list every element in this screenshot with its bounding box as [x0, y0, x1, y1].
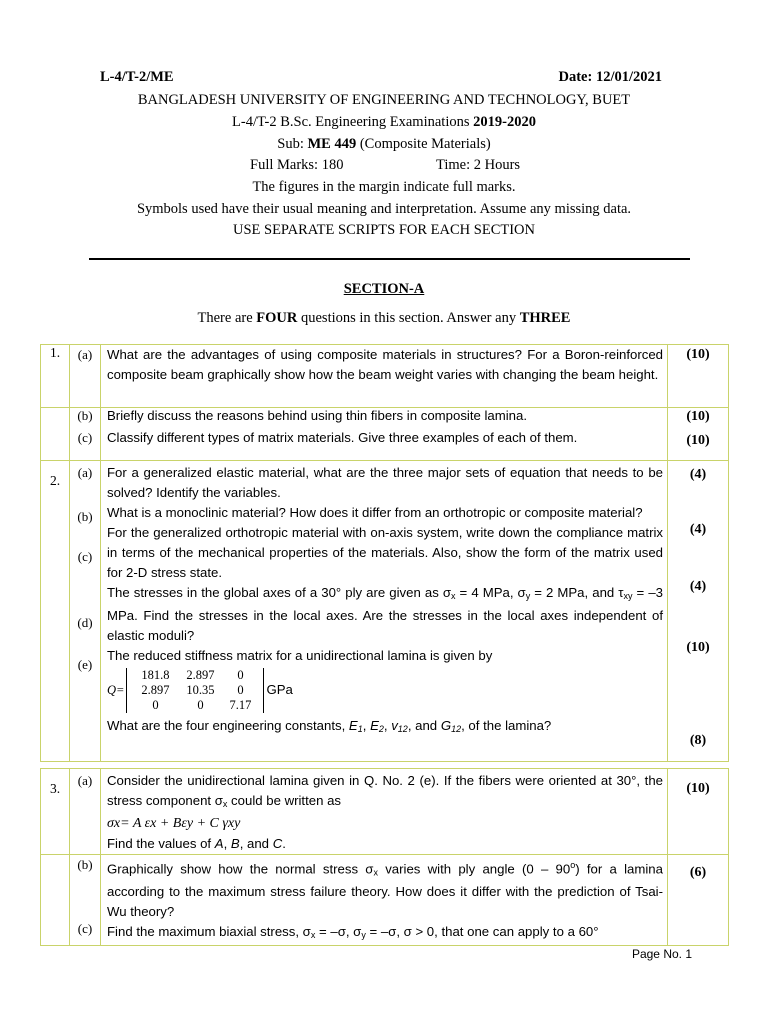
q2d-body: [107, 583, 663, 646]
instr-part: questions in this section. Answer any: [297, 310, 520, 326]
text: , and: [239, 836, 273, 851]
marks: (10): [686, 433, 710, 448]
symbol: E: [348, 718, 358, 733]
matrix-cell: 10.35: [186, 682, 215, 697]
subscript: 2: [378, 724, 384, 734]
text: .: [282, 836, 286, 851]
symbol: v: [391, 718, 398, 733]
subscript: 12: [397, 724, 408, 734]
q2a-body: For a generalized elastic material, what are the three major sets of equation that needs to be solved? Identify the variables.: [107, 465, 663, 500]
part-label: [70, 769, 101, 855]
q3a-text: [101, 769, 668, 855]
q2e-question: [107, 716, 663, 739]
subscript: x: [451, 591, 456, 601]
subscript: x: [310, 930, 316, 941]
q1bc-text: [101, 408, 668, 461]
symbol: E: [370, 718, 379, 733]
text: Find the values of: [107, 836, 215, 851]
q3b-body: [107, 855, 663, 922]
matrix-cell: 7.17: [229, 697, 252, 712]
text: Graphically show how the normal stress σ: [107, 861, 374, 877]
instr-count: FOUR: [256, 310, 298, 326]
q1b-body: Briefly discuss the reasons behind using thin fibers in composite lamina.: [107, 408, 528, 423]
text: could be written as: [227, 793, 342, 808]
q3a-body: [107, 771, 663, 814]
exam-title: [0, 114, 768, 131]
text: varies with ply angle (0 – 90: [377, 861, 571, 877]
question-3-table: [40, 768, 729, 946]
symbol: C: [272, 836, 283, 851]
q2b-body: What is a monoclinic material? How does it differ from an orthotropic or composite material?: [107, 505, 643, 520]
q3b-label: (b): [77, 857, 93, 872]
exam-date: Date: 12/01/2021: [558, 69, 662, 85]
q3a-label: (a): [77, 773, 93, 788]
exam-time: Time: 2 Hours: [436, 157, 521, 173]
subscript: y: [361, 930, 366, 941]
q3b-marks: [668, 855, 729, 946]
q1a-body: What are the advantages of using composite materials in structures? For a Boron-reinforced composite beam graphically show how the beam weight varies with changing the beam height.: [107, 347, 663, 382]
question-1-table: [40, 344, 729, 461]
marks: (10): [686, 347, 710, 362]
symbol: B: [230, 836, 240, 851]
q2-text: [101, 461, 668, 762]
sub-prefix: Sub:: [277, 136, 308, 152]
instr-answer: THREE: [519, 310, 571, 326]
q2c-label: (c): [77, 549, 93, 564]
q2-marks: [668, 461, 729, 762]
matrix-cell: 0: [237, 667, 244, 682]
matrix-grid: [126, 668, 264, 713]
subscript: 1: [357, 724, 363, 734]
text: = –σ, σ > 0, that one can apply to a 60°: [365, 924, 599, 940]
q1c-body: Classify different types of matrix materials. Give three examples of each of them.: [107, 430, 578, 445]
q2b-label: (b): [77, 509, 93, 524]
q2-num: 2.: [49, 473, 61, 488]
text: The stresses in the global axes of a 30° ply are given as σ: [107, 585, 451, 600]
note-symbols: Symbols used have their usual meaning and interpretation. Assume any missing data.: [136, 201, 632, 217]
text: ,: [223, 836, 231, 851]
q1b-label: (b): [77, 408, 93, 423]
q2a-label: (a): [77, 465, 93, 480]
sub-name: (Composite Materials): [356, 136, 491, 152]
q2d-label: (d): [77, 615, 93, 630]
q1a-text: [101, 345, 668, 408]
q2e-body: The reduced stiffness matrix for a unidirectional lamina is given by: [107, 648, 493, 663]
matrix-cell: 181.8: [141, 667, 170, 682]
question-number: [41, 461, 70, 762]
marks: (10): [686, 640, 710, 655]
text: Find the maximum biaxial stress, σ: [107, 924, 311, 940]
matrix-cell: 0: [197, 697, 204, 712]
subscript: xy: [623, 591, 633, 601]
marks: (10): [686, 781, 710, 796]
matrix-unit: GPa: [266, 682, 293, 697]
section-title: SECTION-A: [343, 281, 425, 297]
matrix-cell: 2.897: [186, 667, 215, 682]
stiffness-matrix: [107, 666, 663, 714]
q3bc-text: [101, 855, 668, 946]
part-labels: [70, 855, 101, 946]
q2c-body: For the generalized orthotropic material with on-axis system, write down the compliance matrix in terms of the mechanical properties of the materials. Also, show the form of the matrix used for 2-D stress state.: [107, 525, 663, 580]
full-marks: Full Marks: 180: [250, 157, 344, 173]
q3c-label: (c): [77, 921, 93, 936]
instr-part: There are: [197, 310, 257, 326]
marks: (4): [689, 522, 707, 537]
text: ,: [362, 718, 371, 733]
page-number: Page No. 1: [631, 947, 692, 961]
header-divider: [89, 258, 690, 260]
matrix-cell: 0: [152, 697, 159, 712]
subscript: x: [373, 867, 378, 878]
symbol: A: [214, 836, 224, 851]
q1a-label: (a): [77, 347, 93, 362]
exam-prefix: L-4/T-2 B.Sc. Engineering Examinations: [232, 114, 474, 130]
course-code: L-4/T-2/ME: [100, 69, 174, 85]
text: = –3 MPa. Find the stresses in the local axes. Are the stresses in the local axes independent of elastic moduli?: [107, 585, 663, 643]
marks: (8): [689, 733, 707, 748]
question-number: [41, 769, 70, 855]
note-scripts: USE SEPARATE SCRIPTS FOR EACH SECTION: [232, 222, 535, 238]
superscript: o: [570, 860, 576, 870]
question-number-blank: [41, 855, 70, 946]
section-instructions: [0, 310, 768, 327]
marks: (10): [686, 409, 710, 424]
matrix-cell: 0: [237, 682, 244, 697]
q2e-label: (e): [77, 657, 93, 672]
q1c-label: (c): [77, 430, 93, 445]
q3a-find: [107, 834, 663, 854]
part-labels: [70, 461, 101, 762]
text: , and: [407, 718, 441, 733]
q3-num: 3.: [49, 781, 61, 796]
q1a-marks: [668, 345, 729, 408]
subscript: 12: [451, 724, 462, 734]
text: ,: [383, 718, 392, 733]
part-label: [70, 345, 101, 408]
question-number-blank: [41, 408, 70, 461]
university-name: BANGLADESH UNIVERSITY OF ENGINEERING AND TECHNOLOGY, BUET: [137, 92, 631, 108]
q1bc-marks: [668, 408, 729, 461]
sub-code: ME 449: [307, 136, 357, 152]
exam-year: 2019-2020: [473, 114, 536, 130]
text: = 4 MPa, σ: [455, 585, 526, 600]
part-labels: [70, 408, 101, 461]
q3a-row: [41, 769, 729, 855]
q3bc-row: [41, 855, 729, 946]
subscript: y: [525, 591, 531, 601]
marks: (6): [689, 865, 707, 880]
question-number: 1.: [41, 345, 70, 408]
marks: (4): [689, 467, 707, 482]
q1bc-row: [41, 408, 729, 461]
text: = 2 MPa, and τ: [530, 585, 624, 600]
text: Consider the unidirectional lamina given in Q. No. 2 (e). If the fibers were oriented at 30°, the stress component σ: [107, 773, 663, 808]
subscript: x: [222, 799, 228, 809]
q3a-marks: [668, 769, 729, 855]
text: ) for a lamina according to the maximum stress failure theory. How does it differ with the prediction of Tsai-Wu theory?: [107, 861, 663, 920]
q1a-row: [41, 345, 729, 408]
question-2-table: [40, 460, 729, 762]
matrix-symbol: Q=: [107, 683, 125, 697]
q3c-body: [107, 922, 663, 945]
matrix-cell: 2.897: [141, 682, 170, 697]
q3a-equation: σx= A εx + Bεy + C γxy: [107, 816, 241, 831]
text: = –σ, σ: [315, 924, 362, 940]
subject-line: [0, 136, 768, 153]
marks: (4): [689, 579, 707, 594]
symbol: G: [440, 718, 452, 733]
note-marks: The figures in the margin indicate full marks.: [252, 179, 516, 195]
text: What are the four engineering constants,: [107, 718, 349, 733]
q2-row: [41, 461, 729, 762]
text: , of the lamina?: [461, 718, 552, 733]
